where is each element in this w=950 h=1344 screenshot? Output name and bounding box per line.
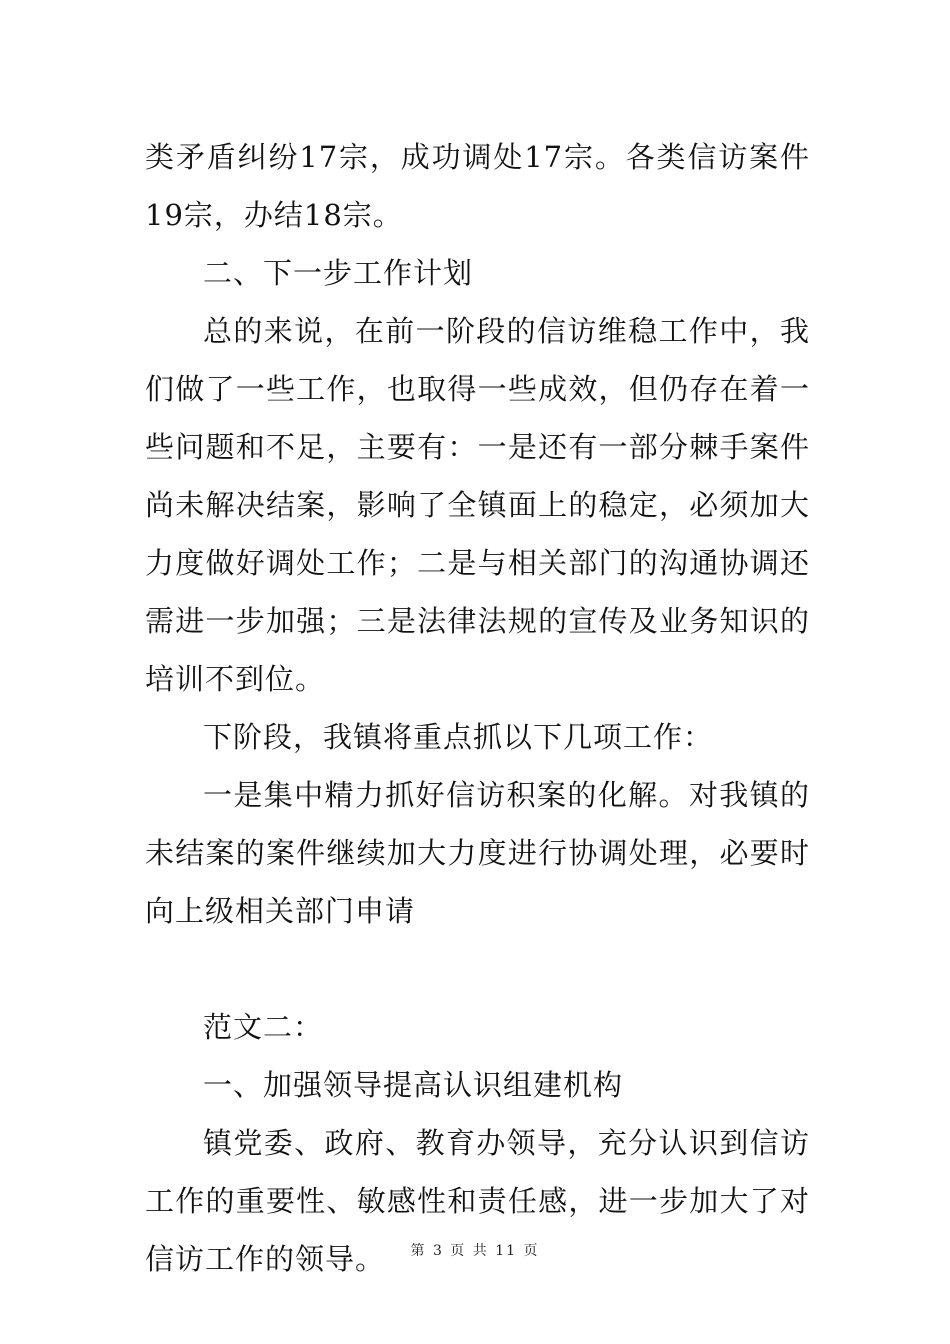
heading-sample-two: 范文二： — [203, 1010, 324, 1044]
heading-next-steps: 二、下一步工作计划 — [203, 256, 474, 290]
paragraph-resolve-backlog: 一是集中精力抓好信访积案的化解。对我镇的未结案的案件继续加大力度进行协调处理，必要时向上级相关部门申请 — [145, 778, 810, 928]
page-number-footer: 第 3 页 共 11 页 — [410, 1243, 540, 1259]
paragraph-leadership-awareness: 镇党委、政府、教育办领导，充分认识到信访工作的重要性、敏感性和责任感，进一步加大了对信访工作的领导。 — [145, 1126, 810, 1276]
paragraph-next-stage-intro: 下阶段，我镇将重点抓以下几项工作： — [203, 720, 714, 754]
paragraph-summary-problems: 总的来说，在前一阶段的信访维稳工作中，我们做了一些工作，也取得一些成效，但仍存在着一些问题和不足，主要有：一是还有一部分棘手案件尚未解决结案，影响了全镇面上的稳定，必须加大力度做好调处工作；二是与相关部门的沟通协调还需进一步加强；三是法律法规的宣传及业务知识的培训不到位。 — [145, 314, 810, 696]
paragraph-gap — [145, 940, 810, 998]
heading-strengthen-leadership: 一、加强领导提高认识组建机构 — [203, 1068, 624, 1102]
document-body — [145, 128, 810, 1288]
paragraph-case-stats: 类矛盾纠纷17宗，成功调处17宗。各类信访案件19宗，办结18宗。 — [145, 140, 810, 232]
